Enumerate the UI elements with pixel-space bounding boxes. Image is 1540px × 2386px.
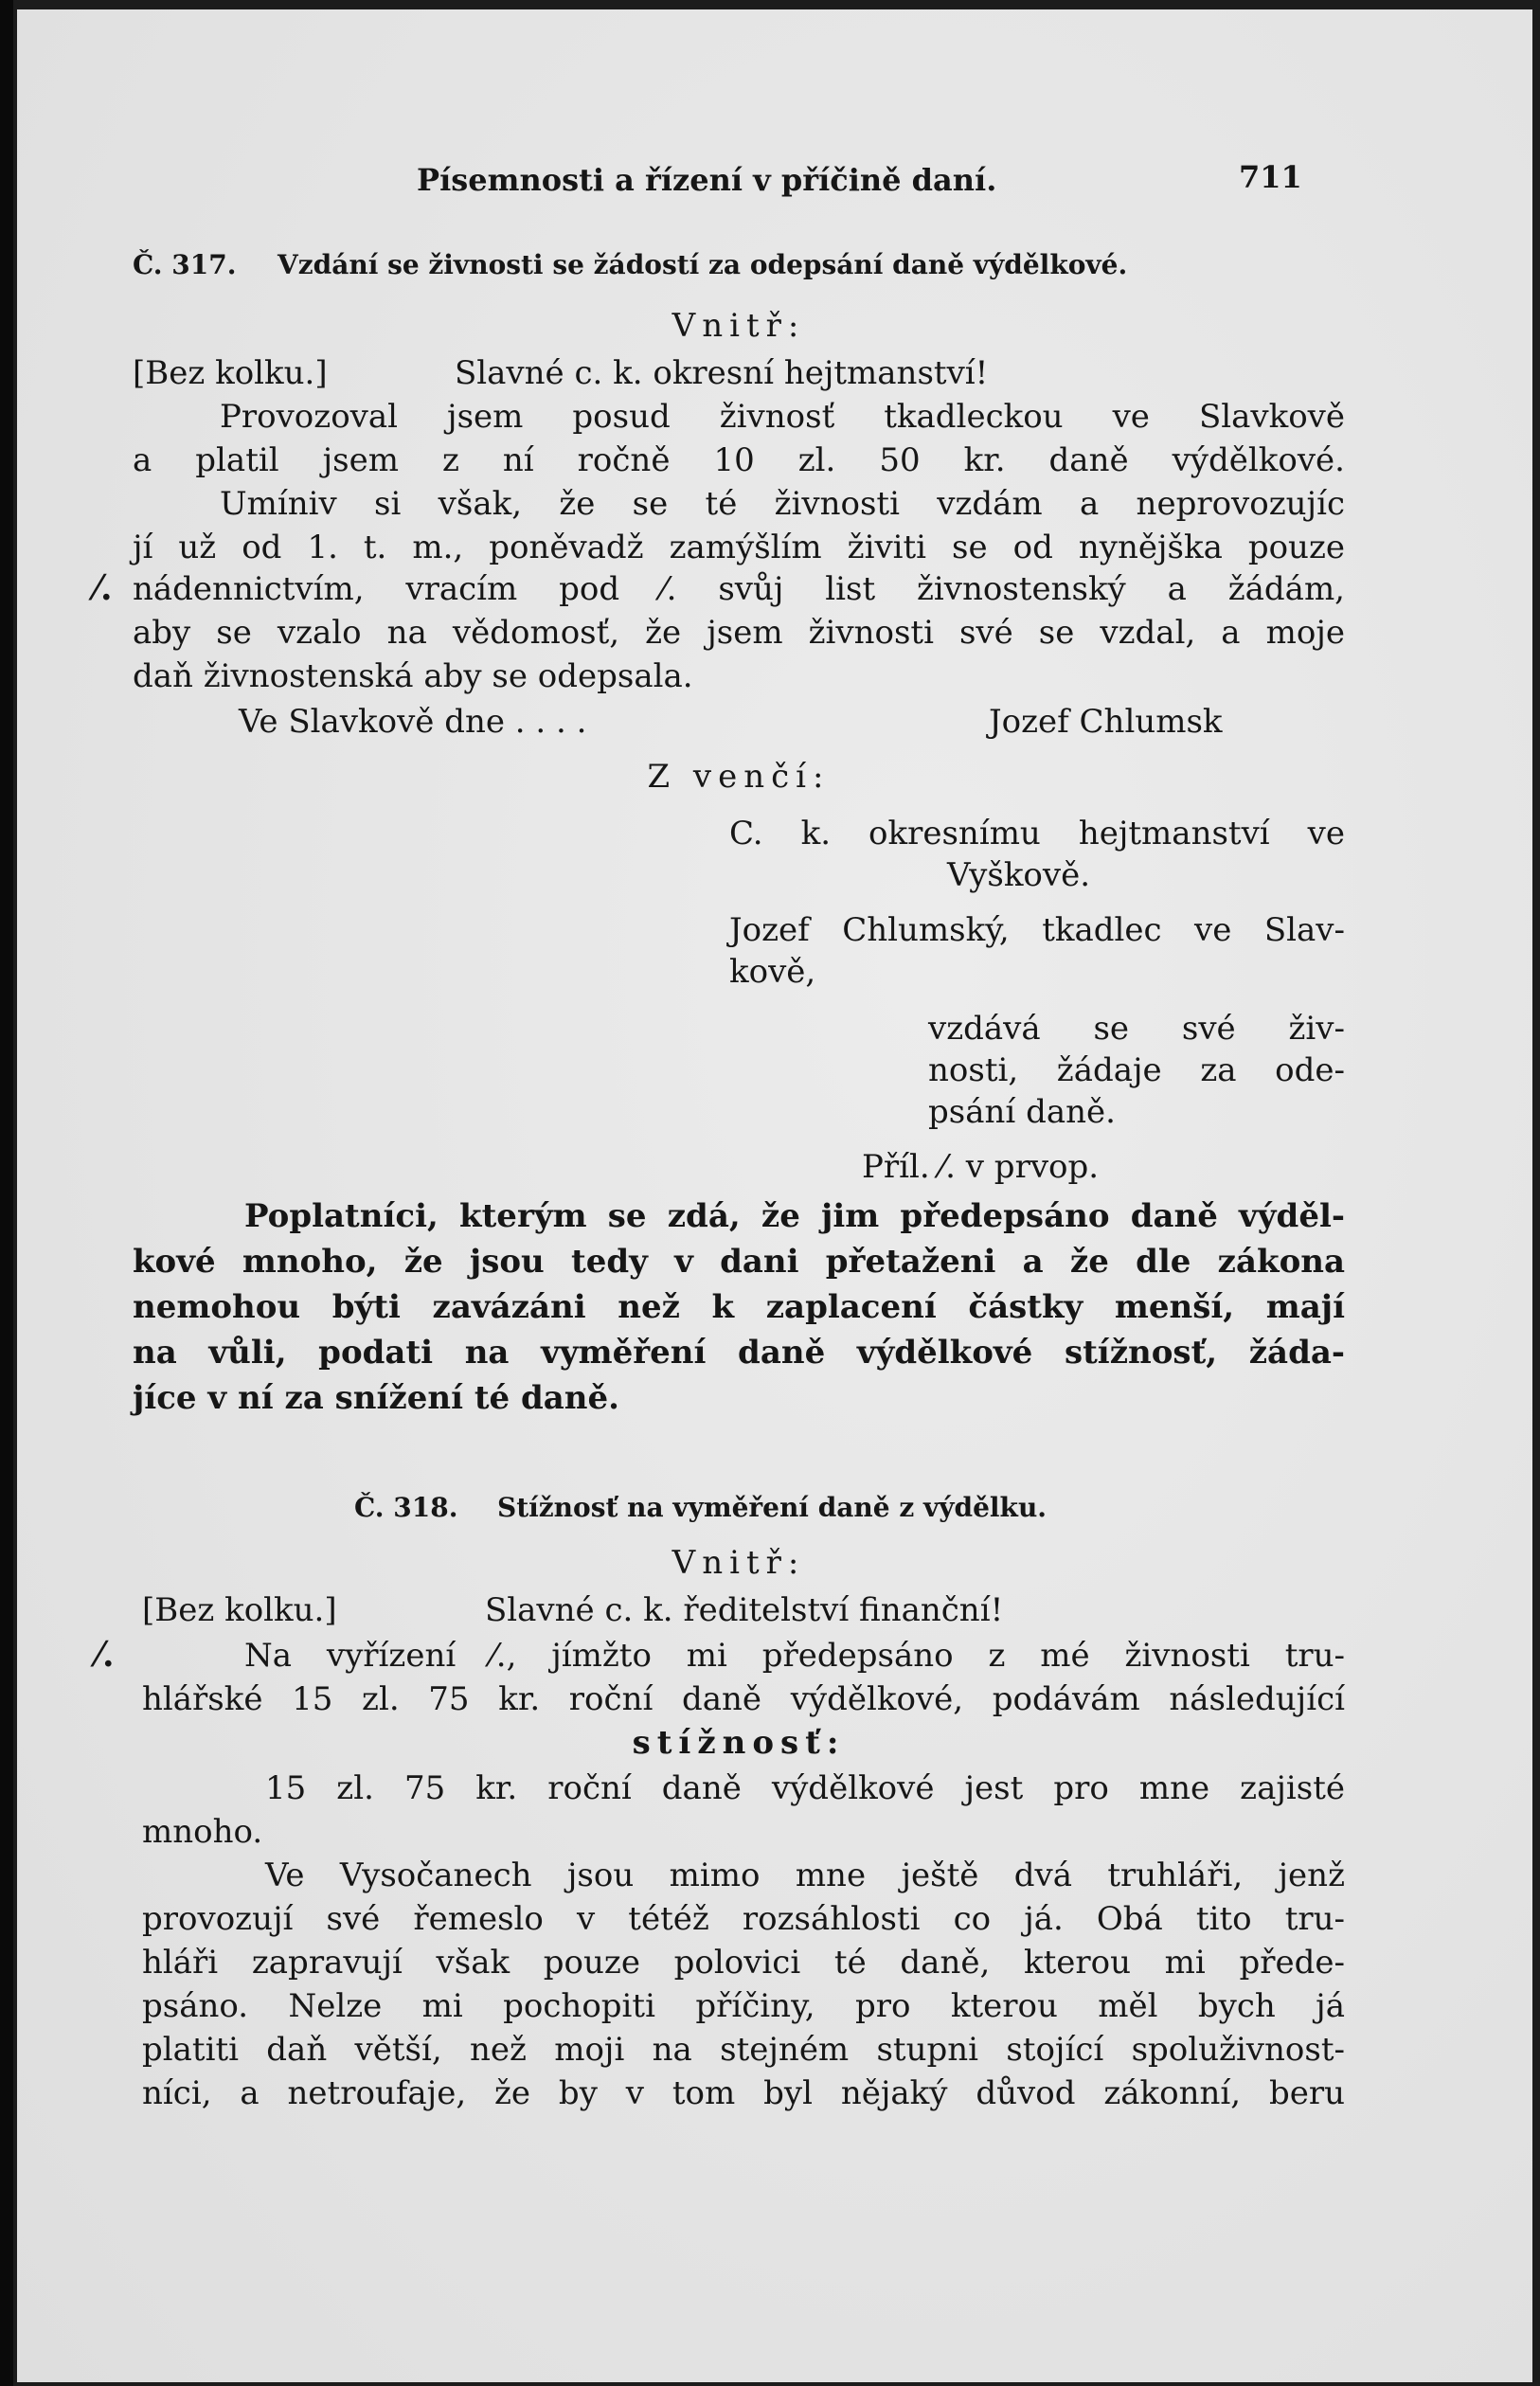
margin-attachment-mark: ⁄. <box>97 1635 115 1675</box>
doc318-complaint-line: 15 zl. 75 kr. roční daně výdělkové jest pro mne zajisté <box>265 1769 1345 1807</box>
doc317-body-line: Provozoval jsem posud živnosť tkadleckou ve Slavkově <box>220 398 1345 436</box>
doc317-outer-heading: Z venčí: <box>647 758 831 796</box>
doc318-title <box>354 1487 1345 1529</box>
doc317-body-line: Umíniv si však, že se té živnosti vzdám a neprovozujíc <box>220 485 1345 523</box>
doc318-number: Č. 318. <box>354 1492 458 1523</box>
doc317-title <box>133 244 1345 286</box>
doc318-complaint-line: níci, a netroufaje, že by v tom byl nějaký důvod zákonní, beru <box>142 2074 1345 2112</box>
doc317-body-line: a platil jsem z ní ročně 10 zl. 50 kr. daně výdělkové. <box>133 441 1345 479</box>
doc318-body-line: hlářské 15 zl. 75 kr. roční daně výdělkové, podávám následující <box>142 1680 1345 1718</box>
doc317-title-text: Vzdání se živnosti se žádostí za odepsání daně výdělkové. <box>277 249 1128 280</box>
note-line: nemohou býti zavázáni než k zaplacení částky menší, mají <box>133 1288 1345 1326</box>
doc318-complaint-line: Ve Vysočanech jsou mimo mne ještě dvá truhláři, jenž <box>265 1857 1345 1894</box>
doc318-inner-heading: Vnitř: <box>672 1544 806 1582</box>
doc318-stamp-note: [Bez kolku.] <box>142 1591 337 1629</box>
doc317-sender-line: Jozef Chlumský, tkadlec ve Slav- <box>729 911 1345 949</box>
doc317-subject-line: vzdává se své živ- <box>928 1010 1345 1048</box>
doc317-addressee: Slavné c. k. okresní hejtmanství! <box>455 354 989 392</box>
book-spine-edge <box>0 0 13 2386</box>
doc318-complaint-line: mnoho. <box>142 1813 263 1851</box>
doc318-complaint-line: provozují své řemeslo v tétéž rozsáhlosti co já. Obá tito tru- <box>142 1900 1345 1938</box>
doc317-body-line: daň živnostenská aby se odepsala. <box>133 657 693 695</box>
doc317-outer-line: C. k. okresnímu hejtmanství ve <box>729 815 1345 852</box>
doc317-stamp-note: [Bez kolku.] <box>133 354 328 392</box>
note-line: jíce v ní za snížení té daně. <box>133 1379 619 1417</box>
doc317-attachment: Příl. ⁄. v prvop. <box>862 1148 1100 1186</box>
doc318-complaint-line: platiti daň větší, než moji na stejném stupni stojící spoluživnost- <box>142 2031 1345 2069</box>
doc317-subject-line: psání daně. <box>928 1093 1116 1131</box>
doc317-body-line: aby se vzalo na vědomosť, že jsem živnosti své se vzdal, a moje <box>133 614 1345 652</box>
running-title: Písemnosti a řízení v příčině daní. <box>417 162 997 198</box>
note-line: na vůli, podati na vyměření daně výdělkové stížnosť, žáda- <box>133 1334 1345 1372</box>
doc317-sender-line: kově, <box>729 953 816 991</box>
doc317-subject-line: nosti, žádaje za ode- <box>928 1051 1345 1089</box>
doc318-body-line: Na vyřízení ⁄., jímžto mi předepsáno z mé živnosti tru- <box>244 1637 1345 1675</box>
doc317-signature: Jozef Chlumsk <box>989 703 1223 741</box>
doc317-outer-line: Vyškově. <box>947 856 1091 894</box>
doc317-number: Č. 317. <box>133 249 237 280</box>
page-number: 711 <box>1239 159 1302 195</box>
doc318-complaint-heading: stížnosť: <box>632 1724 846 1762</box>
doc318-title-text: Stížnosť na vyměření daně z výdělku. <box>496 1492 1048 1523</box>
doc318-addressee: Slavné c. k. ředitelství finanční! <box>485 1591 1004 1629</box>
doc317-inner-heading: Vnitř: <box>672 307 806 345</box>
note-line: kové mnoho, že jsou tedy v dani přetaženi a že dle zákona <box>133 1243 1345 1281</box>
note-line: Poplatníci, kterým se zdá, že jim předepsáno daně výděl- <box>244 1197 1345 1235</box>
margin-attachment-mark: ⁄. <box>95 568 113 608</box>
doc317-place-date: Ve Slavkově dne . . . . <box>239 703 587 741</box>
doc318-complaint-line: hláři zapravují však pouze polovici té daně, kterou mi přede- <box>142 1944 1345 1982</box>
doc318-complaint-line: psáno. Nelze mi pochopiti příčiny, pro kterou měl bych já <box>142 1987 1345 2025</box>
doc317-body-line: jí už od 1. t. m., poněvadž zamýšlím živiti se od nynějška pouze <box>133 529 1345 566</box>
doc317-body-line: nádennictvím, vracím pod ⁄. svůj list živnostenský a žádám, <box>133 570 1345 608</box>
